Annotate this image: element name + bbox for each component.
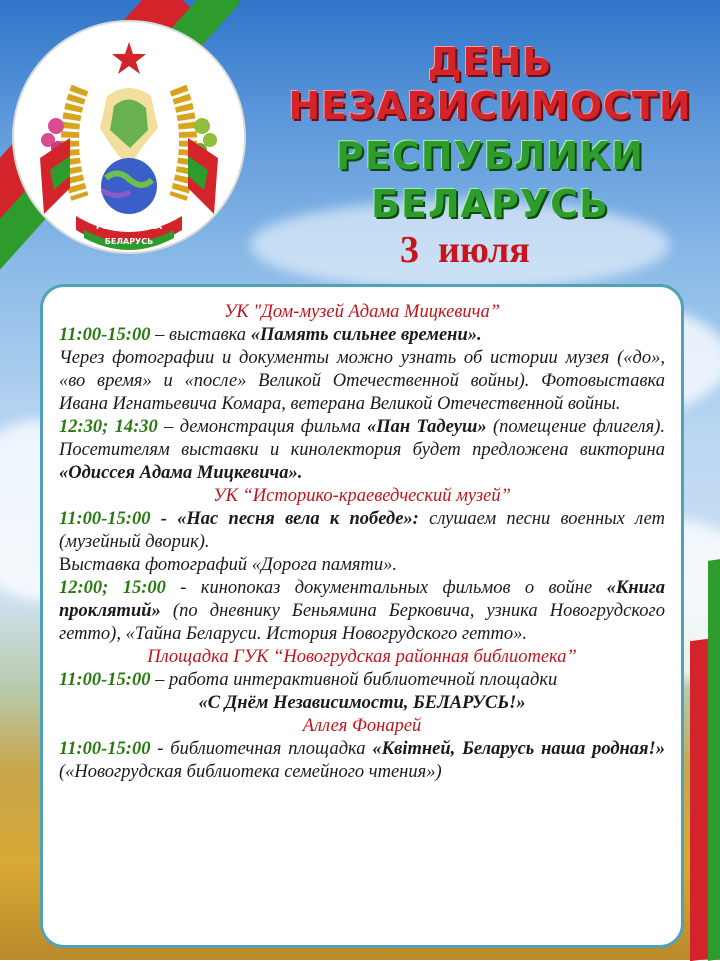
belarus-coat-of-arms-emblem [10, 18, 248, 256]
program-entry [59, 669, 665, 692]
program-panel [40, 284, 684, 948]
entry-text: – выставка [150, 325, 251, 345]
program-entry [59, 738, 665, 784]
event-title: «С Днём Независимости, БЕЛАРУСЬ!» [198, 693, 526, 713]
entry-text: В [59, 555, 72, 575]
time-label: 12:00; 15:00 [59, 578, 166, 598]
time-label: 11:00-15:00 [59, 325, 151, 345]
entry-text: (по дневнику Беньямина Берковича, узника Новогрудского гетто), «Тайна Беларуси. История Новогрудского гетто». [59, 601, 665, 644]
entry-text: – работа интерактивной библиотечной площадки [150, 670, 558, 690]
program-entry [59, 508, 665, 554]
program-entry [59, 554, 665, 577]
entry-text: (помещение флигеля). Посетителям выставки и кинолектория будет предложена викторина [59, 417, 665, 460]
event-title: «Одиссея Адама Мицкевича». [59, 463, 303, 483]
entry-text: ыставка фотографий «Дорога памяти». [71, 555, 397, 575]
time-label: 12:30; 14:30 [59, 417, 158, 437]
event-title: «Книга проклятий» [59, 578, 666, 621]
venue-heading: Аллея Фонарей [302, 716, 422, 736]
program-description: Через фотографии и документы можно узнать об истории музея («до», «во время» и «после» Великой Отечественной войны). Фотовыставка Ивана Игнатьевича Комара, ветерана Великой Отечественной войны. [59, 348, 665, 414]
program-entry [59, 577, 665, 646]
flag-stripe-red-right [690, 639, 708, 961]
program-entry [59, 416, 665, 485]
event-title: «Квітней, Беларусь наша родная!» [372, 739, 665, 759]
entry-text: слушаем песни военных лет (музейный дворик). [59, 509, 665, 552]
event-title: «Пан Тадеуш» [367, 417, 487, 437]
time-label: 11:00-15:00 [59, 739, 151, 759]
venue-heading: УК "Дом-музей Адама Мицкевича” [223, 302, 501, 322]
event-title: «Нас песня вела к победе»: [177, 509, 419, 529]
emblem-ribbon-top-text: РЭСПУБЛІКА [95, 222, 163, 232]
title-line-3: РЕСПУБЛИКИ [336, 134, 644, 178]
entry-text: – демонстрация фильма [157, 417, 368, 437]
venue-heading: Площадка ГУК “Новогрудская районная библиотека” [147, 647, 577, 667]
entry-text: - библиотечная площадка [150, 739, 373, 759]
title-line-4: БЕЛАРУСЬ [371, 182, 609, 226]
flag-stripe-green-right [708, 559, 720, 961]
venue-heading: УК “Историко-краеведческий музей” [213, 486, 511, 506]
date-day: 3 [400, 229, 419, 271]
entry-text: - [150, 509, 178, 529]
title-line-1: ДЕНЬ [427, 40, 553, 84]
event-date [400, 228, 530, 272]
emblem-ribbon-bottom-text: БЕЛАРУСЬ [104, 237, 154, 246]
entry-text: («Новогрудская библиотека семейного чтения») [59, 762, 442, 782]
date-month: июля [438, 229, 530, 271]
time-label: 11:00-15:00 [59, 509, 151, 529]
time-label: 11:00-15:00 [59, 670, 151, 690]
program-entry [59, 324, 665, 347]
title-line-2: НЕЗАВИСИМОСТИ [288, 84, 692, 128]
entry-text: - кинопоказ документальных фильмов о войне [165, 578, 607, 598]
event-title: «Память сильнее времени». [250, 325, 482, 345]
